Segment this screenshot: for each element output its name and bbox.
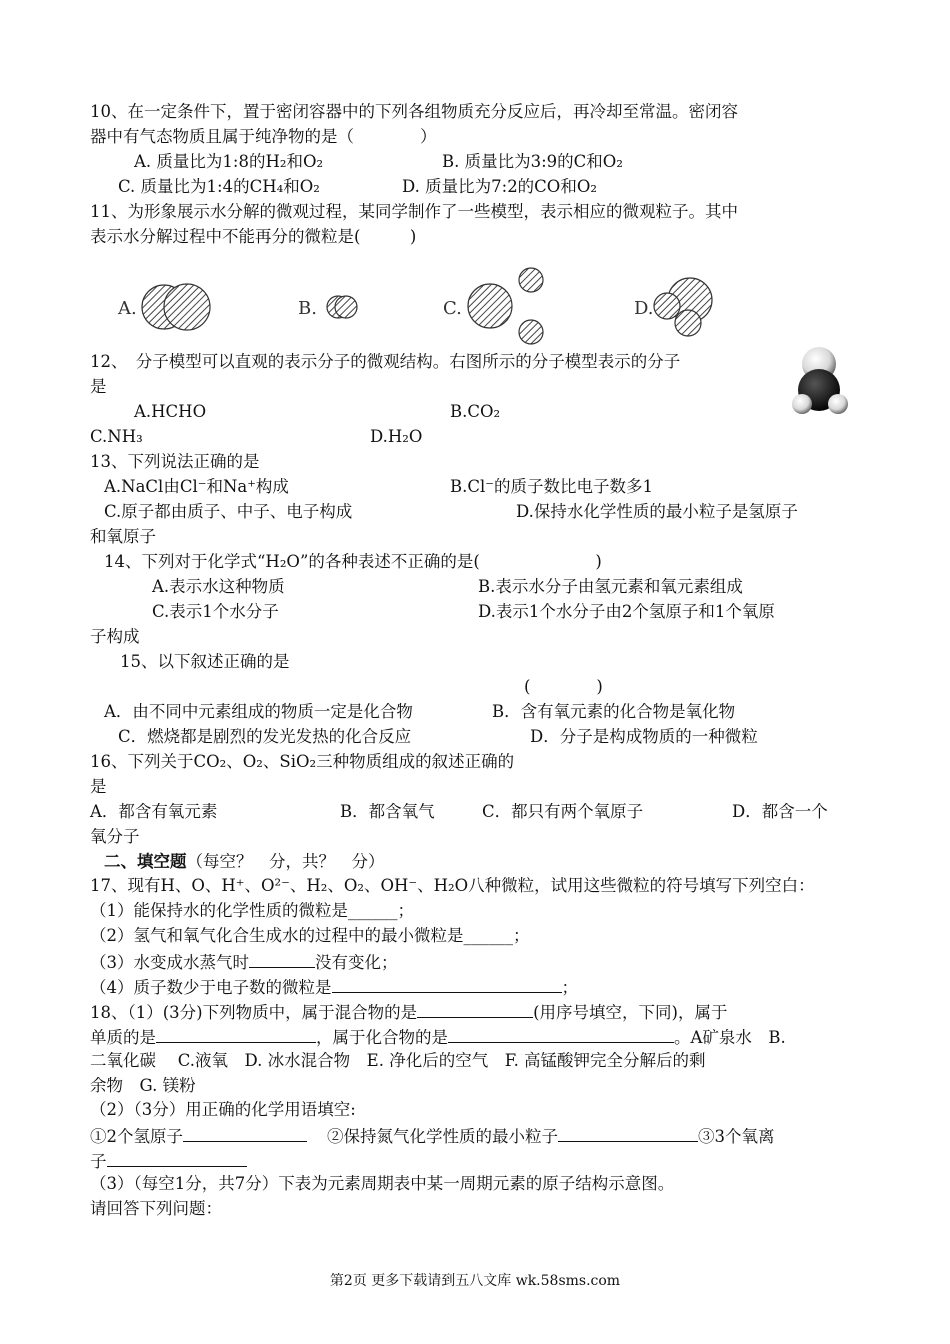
q18-compound-blank[interactable] [448, 1026, 674, 1043]
q13-option-c: C.原子都由质子、中子、电子构成 [104, 502, 353, 521]
q16-stem-cont: 是 [90, 777, 107, 796]
q12-stem-line2: 是 [90, 377, 107, 396]
q14-option-d-cont: 子构成 [90, 627, 140, 646]
q18-line6-text: ①2个氢原子 [90, 1127, 183, 1146]
model-c-atom-top [519, 268, 543, 292]
q18-line2-text: 单质的是 [90, 1028, 156, 1047]
q16-option-a: A．都含有氧元素 [90, 802, 218, 821]
section2-score-note: （每空？ 分，共？ 分） [186, 852, 385, 871]
page-footer: 第2页 更多下载请到五八文库 wk.58sms.com [329, 1273, 621, 1289]
q18-hydrogen-atom-blank[interactable] [183, 1125, 307, 1142]
q15-stem: 15、以下叙述正确的是 [120, 652, 290, 671]
q18-line7-text: 子 [90, 1152, 107, 1171]
q12-option-c: C.NH₃ [90, 427, 143, 446]
q16-option-c: C．都只有两个氧原子 [482, 802, 644, 821]
q18-mixture-blank[interactable] [417, 1001, 533, 1018]
q14-stem: 14、下列对于化学式“H₂O”的各种表述不正确的是( ) [104, 552, 602, 571]
q12-option-b: B.CO₂ [450, 402, 501, 421]
q10-option-c: C. 质量比为1:4的CH₄和O₂ [118, 177, 320, 196]
q10-option-b: B. 质量比为3:9的C和O₂ [442, 152, 623, 171]
q15-option-c: C．燃烧都是剧烈的发光发热的化合反应 [118, 727, 412, 746]
q11-stem-line1: 11、为形象展示水分解的微观过程，某同学制作了一些模型，表示相应的微观粒子。其中 [90, 202, 738, 221]
q13-option-d: D.保持水化学性质的最小粒子是氢原子 [516, 502, 798, 521]
q18-oxygen-ion-blank[interactable] [107, 1150, 247, 1167]
q15-answer-paren: ( ) [524, 677, 603, 696]
q18-line2-mid: ，属于化合物的是 [316, 1028, 448, 1047]
q16-option-d-cont: 氧分子 [90, 827, 140, 846]
q18-line2 [90, 1026, 786, 1048]
q14-option-d: D.表示1个水分子由2个氢原子和1个氧原 [478, 602, 775, 621]
q18-line1-tail: (用序号填空，下同)，属于 [533, 1003, 728, 1022]
q12-option-a: A.HCHO [134, 402, 207, 421]
q11-particle-models-figure [110, 262, 730, 352]
q17-part4-text: （4）质子数少于电子数的微粒是 [90, 978, 332, 997]
q18-line2-tail: 。A矿泉水 B. [674, 1028, 786, 1047]
q17-part1: （1）能保持水的化学性质的微粒是______； [90, 901, 414, 920]
q17-part3 [90, 951, 398, 973]
section2-title: 二、填空题 [104, 852, 187, 871]
q16-option-d: D．都含一个 [732, 802, 828, 821]
model-d-atom-bottom [675, 310, 701, 336]
molecule-atom-right [828, 394, 848, 414]
q17-part4 [90, 976, 578, 998]
q18-line1 [90, 1001, 728, 1023]
q13-option-b: B.Cl⁻的质子数比电子数多1 [450, 477, 653, 496]
q16-option-b: B．都含氧气 [340, 802, 435, 821]
model-label-c: C. [443, 298, 462, 319]
q13-option-a: A.NaCl由Cl⁻和Na⁺构成 [104, 477, 289, 496]
model-label-b: B. [298, 298, 317, 319]
molecule-model-image [786, 342, 852, 418]
q17-part2: （2）氢气和氧气化合生成水的过程中的最小微粒是______； [90, 926, 530, 945]
model-c-atom-large [468, 284, 512, 328]
q15-option-a: A．由不同中元素组成的物质一定是化合物 [104, 702, 413, 721]
q18-line5: （2）（3分）用正确的化学用语填空: [90, 1100, 356, 1119]
q10-stem-line2: 器中有气态物质且属于纯净物的是（ ） [90, 127, 437, 146]
q14-option-c: C.表示1个水分子 [152, 602, 279, 621]
q15-option-d: D．分子是构成物质的一种微粒 [530, 727, 758, 746]
q10-option-a: A. 质量比为1:8的H₂和O₂ [134, 152, 324, 171]
q13-option-d-cont: 和氧原子 [90, 527, 156, 546]
q17-part4-blank[interactable] [332, 976, 562, 993]
q17-stem: 17、现有H、O、H⁺、O²⁻、H₂、O₂、OH⁻、H₂O八种微粒，试用这些微粒的符号填写下列空白： [90, 876, 815, 895]
section2-heading [104, 852, 385, 872]
model-a-atom-large [164, 284, 210, 330]
q14-option-b: B.表示水分子由氢元素和氧元素组成 [478, 577, 743, 596]
q18-line6 [90, 1125, 775, 1147]
model-d-atom-left [654, 293, 680, 319]
q10-stem-line1: 10、在一定条件下，置于密闭容器中的下列各组物质充分反应后，再冷却至常温。密闭容 [90, 102, 738, 121]
q11-stem-line2: 表示水分解过程中不能再分的微粒是( ) [90, 227, 417, 246]
q18-nitrogen-particle-blank[interactable] [558, 1125, 698, 1142]
model-label-d: D. [634, 298, 654, 319]
q16-stem: 16、下列关于CO₂、O₂、SiO₂三种物质组成的叙述正确的 [90, 752, 515, 771]
q13-stem: 13、下列说法正确的是 [90, 452, 260, 471]
q17-part3-tail: 没有变化； [315, 953, 398, 972]
q12-stem-line1: 12、 分子模型可以直观的表示分子的微观结构。右图所示的分子模型表示的分子 [90, 352, 681, 371]
q14-option-a: A.表示水这种物质 [152, 577, 285, 596]
q18-line7 [90, 1150, 247, 1172]
q15-option-b: B．含有氧元素的化合物是氧化物 [492, 702, 736, 721]
q18-line9: 请回答下列问题： [90, 1199, 222, 1218]
model-c-atom-bottom [519, 320, 543, 344]
molecule-atom-left [792, 394, 812, 414]
q18-line4: 余物 G. 镁粉 [90, 1076, 196, 1095]
model-b-atom-right [335, 296, 357, 318]
q18-line6-tail: ③3个氧离 [698, 1127, 775, 1146]
q17-part3-blank[interactable] [249, 951, 315, 968]
model-label-a: A. [118, 298, 137, 319]
q18-line3: 二氧化碳 C.液氧 D. 冰水混合物 E. 净化后的空气 F. 高锰酸钾完全分解后的剩 [90, 1051, 706, 1070]
q18-line1-text: 18、（1）(3分)下列物质中，属于混合物的是 [90, 1003, 418, 1022]
q18-element-blank[interactable] [156, 1026, 316, 1043]
q17-part4-tail: ； [561, 978, 578, 997]
q17-part3-text: （3）水变成水蒸气时 [90, 953, 249, 972]
q18-line6-mid: ②保持氮气化学性质的最小粒子 [327, 1127, 558, 1146]
q18-line8: （3）（每空1分，共7分）下表为元素周期表中某一周期元素的原子结构示意图。 [90, 1174, 675, 1193]
q10-option-d: D. 质量比为7:2的CO和O₂ [402, 177, 597, 196]
q12-option-d: D.H₂O [370, 427, 423, 446]
